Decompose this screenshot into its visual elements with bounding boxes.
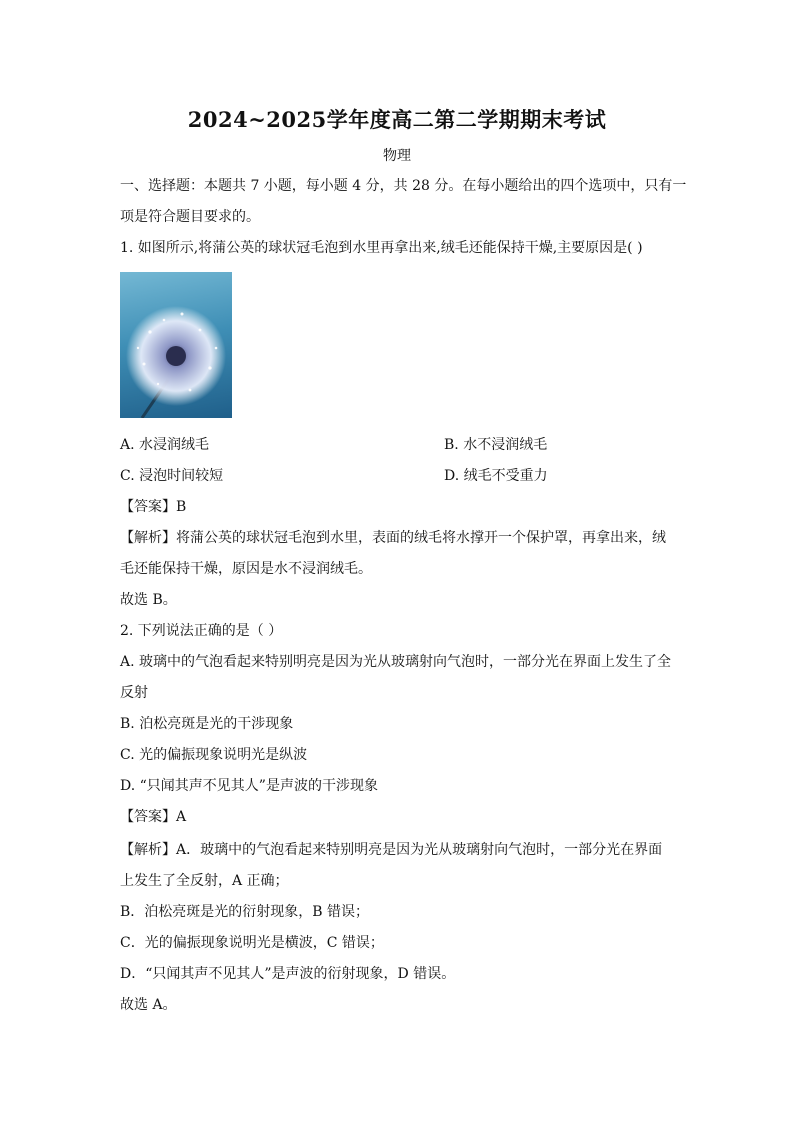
question-2-stem: 2. 下列说法正确的是（ ） (120, 623, 283, 639)
question-1-answer: 【答案】B (120, 499, 187, 515)
question-1-option-a: A. 水浸润绒毛 (120, 437, 210, 453)
question-1-conclusion: 故选 B。 (120, 592, 177, 608)
question-2-answer: 【答案】A (120, 809, 187, 825)
question-2-option-a-line2: 反射 (120, 685, 148, 701)
question-2-analysis-line3: B．泊松亮斑是光的衍射现象，B 错误； (120, 904, 370, 920)
question-1-analysis-line1: 【解析】将蒲公英的球状冠毛泡到水里，表面的绒毛将水撑开一个保护罩，再拿出来，绒 (120, 530, 666, 546)
question-1-stem: 1. 如图所示,将蒲公英的球状冠毛泡到水里再拿出来,绒毛还能保持干燥,主要原因是( ) (120, 240, 643, 256)
section-instructions-line2: 项是符合题目要求的。 (120, 209, 260, 225)
question-2-conclusion: 故选 A。 (120, 997, 177, 1013)
question-1-option-b: B. 水不浸润绒毛 (444, 437, 548, 453)
question-2-option-a-line1: A. 玻璃中的气泡看起来特别明亮是因为光从玻璃射向气泡时，一部分光在界面上发生了全 (120, 654, 672, 670)
question-2-option-b: B. 泊松亮斑是光的干涉现象 (120, 716, 294, 732)
question-2-analysis-line5: D．“只闻其声不见其人”是声波的衍射现象，D 错误。 (120, 966, 456, 982)
dandelion-photo (120, 272, 232, 418)
question-2-analysis-line2: 上发生了全反射，A 正确； (120, 873, 289, 889)
page-title: 2024~2025学年度高二第二学期期末考试 (187, 107, 607, 132)
subject-label: 物理 (383, 148, 411, 164)
question-2-analysis-line1: 【解析】A．玻璃中的气泡看起来特别明亮是因为光从玻璃射向气泡时，一部分光在界面 (120, 842, 663, 858)
question-1-option-d: D. 绒毛不受重力 (444, 468, 548, 484)
question-1-analysis-line2: 毛还能保持干燥，原因是水不浸润绒毛。 (120, 561, 372, 577)
question-2-option-d: D. “只闻其声不见其人”是声波的干涉现象 (120, 778, 378, 794)
dandelion-illustration (120, 272, 232, 418)
section-instructions-line1: 一、选择题：本题共 7 小题，每小题 4 分，共 28 分。在每小题给出的四个选项中，只有一 (120, 178, 687, 194)
question-2-analysis-line4: C．光的偏振现象说明光是横波，C 错误； (120, 935, 384, 951)
question-2-option-c: C. 光的偏振现象说明光是纵波 (120, 747, 308, 763)
question-1-option-c: C. 浸泡时间较短 (120, 468, 224, 484)
